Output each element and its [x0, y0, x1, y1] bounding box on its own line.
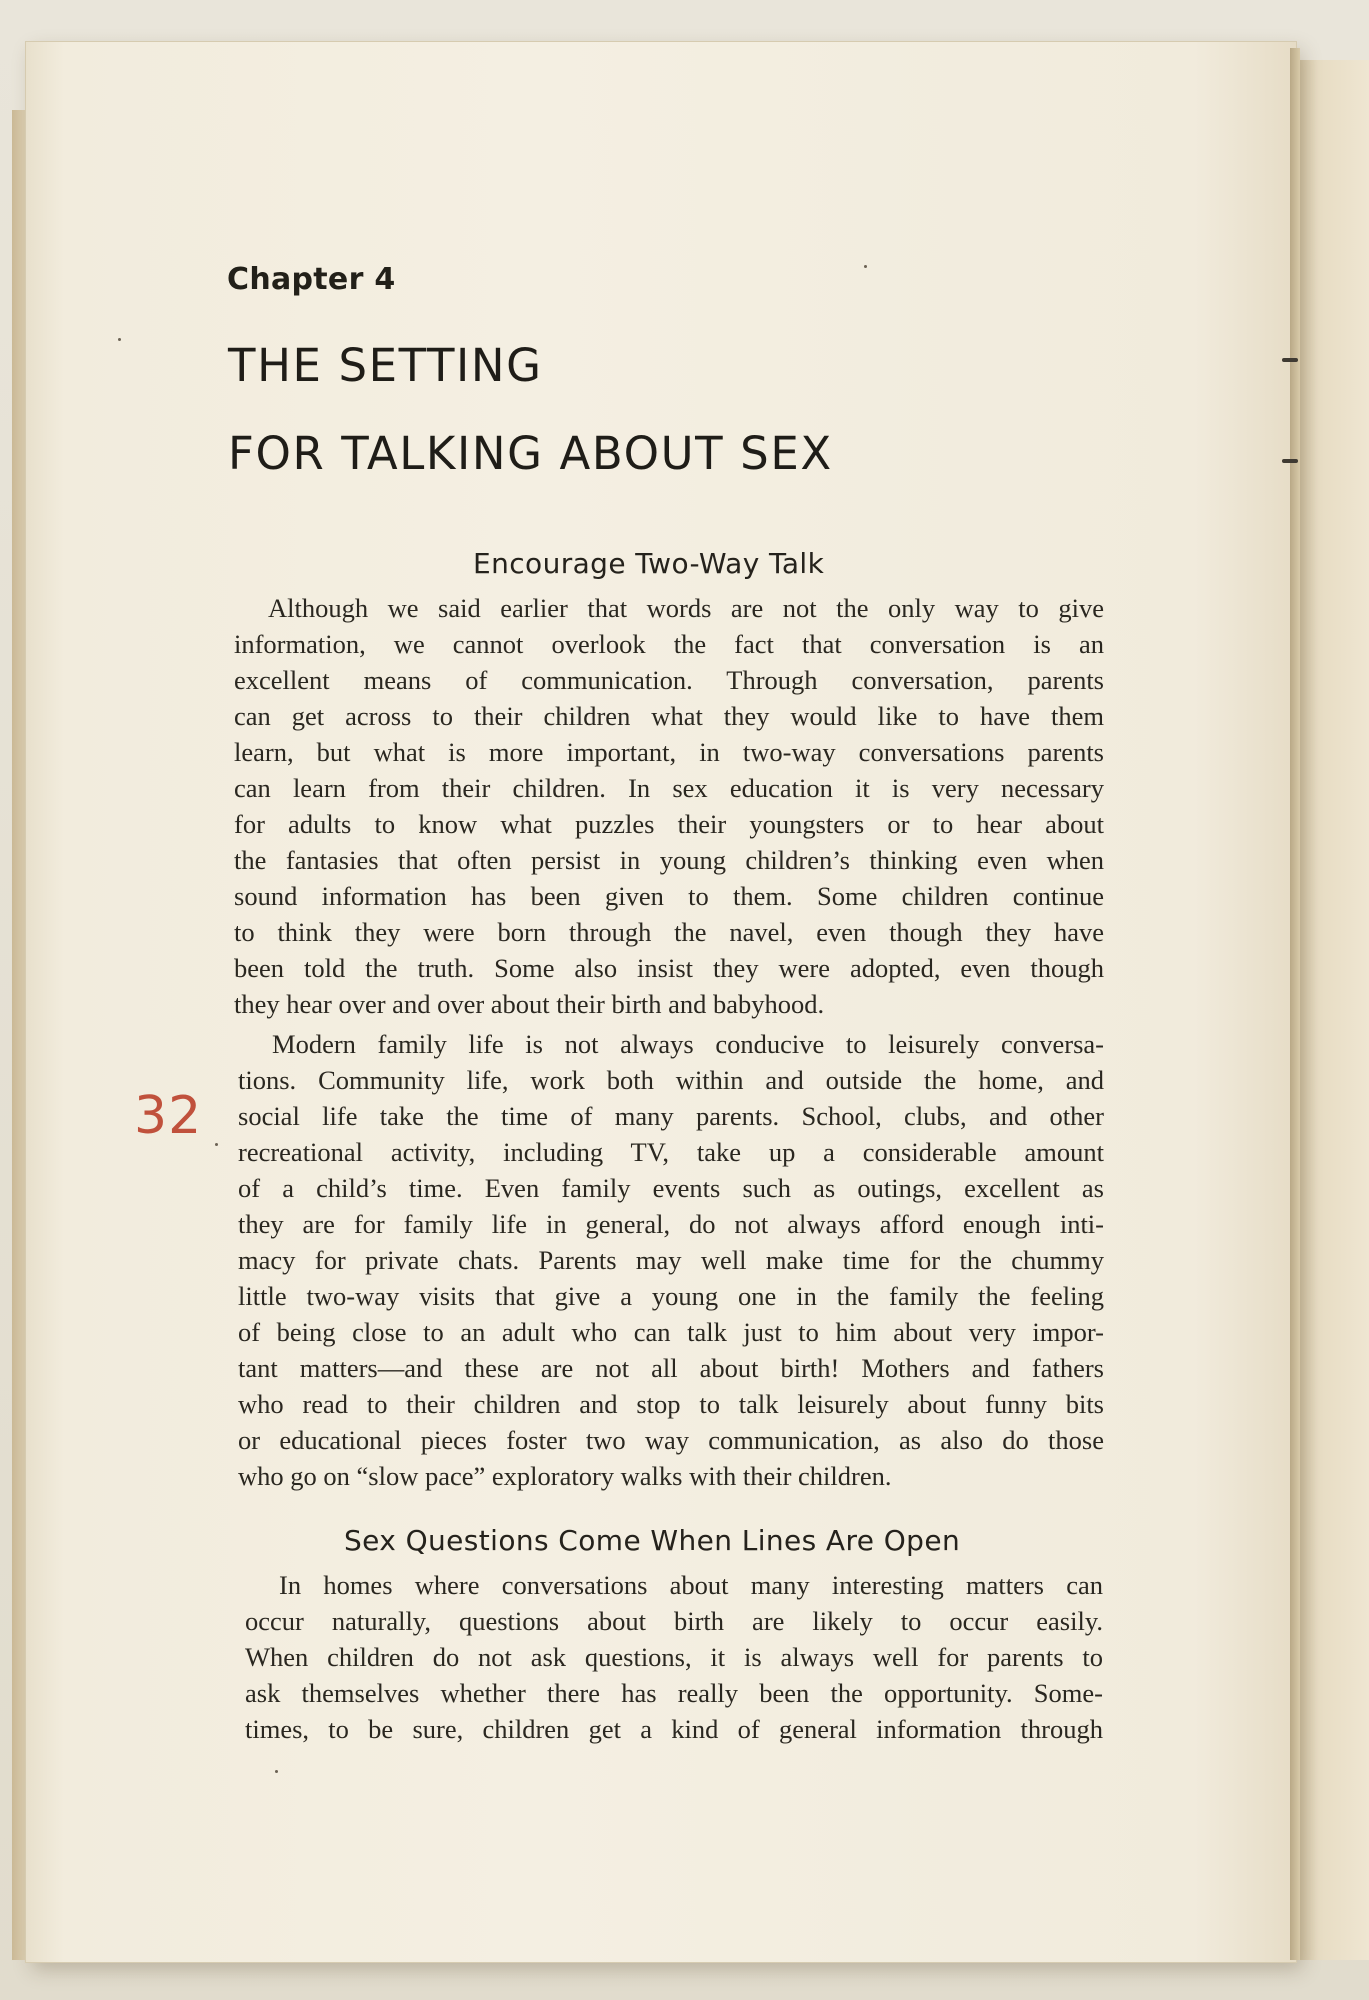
- text-line: for adults to know what puzzles their youngsters or to hear about: [234, 809, 1104, 839]
- text-line: excellent means of communication. Through conversation, parents: [234, 665, 1104, 695]
- paper-speck: [118, 338, 121, 341]
- text-line: the fantasies that often persist in young children’s thinking even when: [234, 845, 1104, 875]
- text-line: Although we said earlier that words are not the only way to give: [268, 593, 1104, 623]
- paper-speck: [864, 265, 867, 268]
- text-line: In homes where conversations about many interesting matters can: [279, 1570, 1103, 1600]
- paragraph-1: [234, 590, 1104, 1022]
- paper-speck: [215, 1143, 218, 1146]
- page-number: 32: [134, 1086, 203, 1146]
- text-line: they hear over and over about their birth and babyhood.: [234, 989, 825, 1019]
- next-page-edge: [1296, 60, 1369, 1960]
- text-line: times, to be sure, children get a kind of general information through: [245, 1714, 1103, 1744]
- text-line: who go on “slow pace” exploratory walks with their children.: [238, 1461, 892, 1491]
- staple-bottom: [1282, 459, 1298, 463]
- text-line: macy for private chats. Parents may well make time for the chummy: [238, 1245, 1104, 1275]
- text-line: who read to their children and stop to talk leisurely about funny bits: [238, 1389, 1104, 1419]
- chapter-title-line-2: FOR TALKING ABOUT SEX: [228, 427, 833, 480]
- text-line: Modern family life is not always conducive to leisurely conversa-: [272, 1029, 1104, 1059]
- text-line: sound information has been given to them. Some children continue: [234, 881, 1104, 911]
- text-line: When children do not ask questions, it is always well for parents to: [245, 1642, 1103, 1672]
- text-line: social life take the time of many parents. School, clubs, and other: [238, 1101, 1104, 1131]
- text-line: been told the truth. Some also insist they were adopted, even though: [234, 953, 1104, 983]
- text-line: they are for family life in general, do not always afford enough inti-: [238, 1209, 1104, 1239]
- text-line: tions. Community life, work both within and outside the home, and: [238, 1065, 1104, 1095]
- chapter-label: Chapter 4: [227, 262, 396, 297]
- text-line: can learn from their children. In sex education it is very necessary: [234, 773, 1104, 803]
- text-line: information, we cannot overlook the fact that conversation is an: [234, 629, 1104, 659]
- text-line: recreational activity, including TV, take up a considerable amount: [238, 1137, 1104, 1167]
- chapter-title-line-1: THE SETTING: [228, 339, 543, 392]
- text-line: ask themselves whether there has really been the opportunity. Some-: [245, 1678, 1103, 1708]
- text-line: little two-way visits that give a young one in the family the feeling: [238, 1281, 1104, 1311]
- paragraph-3: [245, 1567, 1103, 1747]
- text-line: can get across to their children what they would like to have them: [234, 701, 1104, 731]
- text-line: of being close to an adult who can talk just to him about very impor-: [238, 1317, 1104, 1347]
- paragraph-2: [238, 1026, 1104, 1494]
- text-line: tant matters—and these are not all about birth! Mothers and fathers: [238, 1353, 1104, 1383]
- text-line: occur naturally, questions about birth are likely to occur easily.: [245, 1606, 1103, 1636]
- staple-top: [1282, 358, 1298, 362]
- section-heading-sex-questions: Sex Questions Come When Lines Are Open: [344, 1524, 961, 1557]
- text-line: to think they were born through the navel, even though they have: [234, 917, 1104, 947]
- section-heading-two-way-talk: Encourage Two-Way Talk: [473, 547, 825, 580]
- text-line: of a child’s time. Even family events such as outings, excellent as: [238, 1173, 1104, 1203]
- text-line: or educational pieces foster two way communication, as also do those: [238, 1425, 1104, 1455]
- paper-speck: [275, 1770, 278, 1773]
- text-line: learn, but what is more important, in two-way conversations parents: [234, 737, 1104, 767]
- spine: [1290, 48, 1300, 1960]
